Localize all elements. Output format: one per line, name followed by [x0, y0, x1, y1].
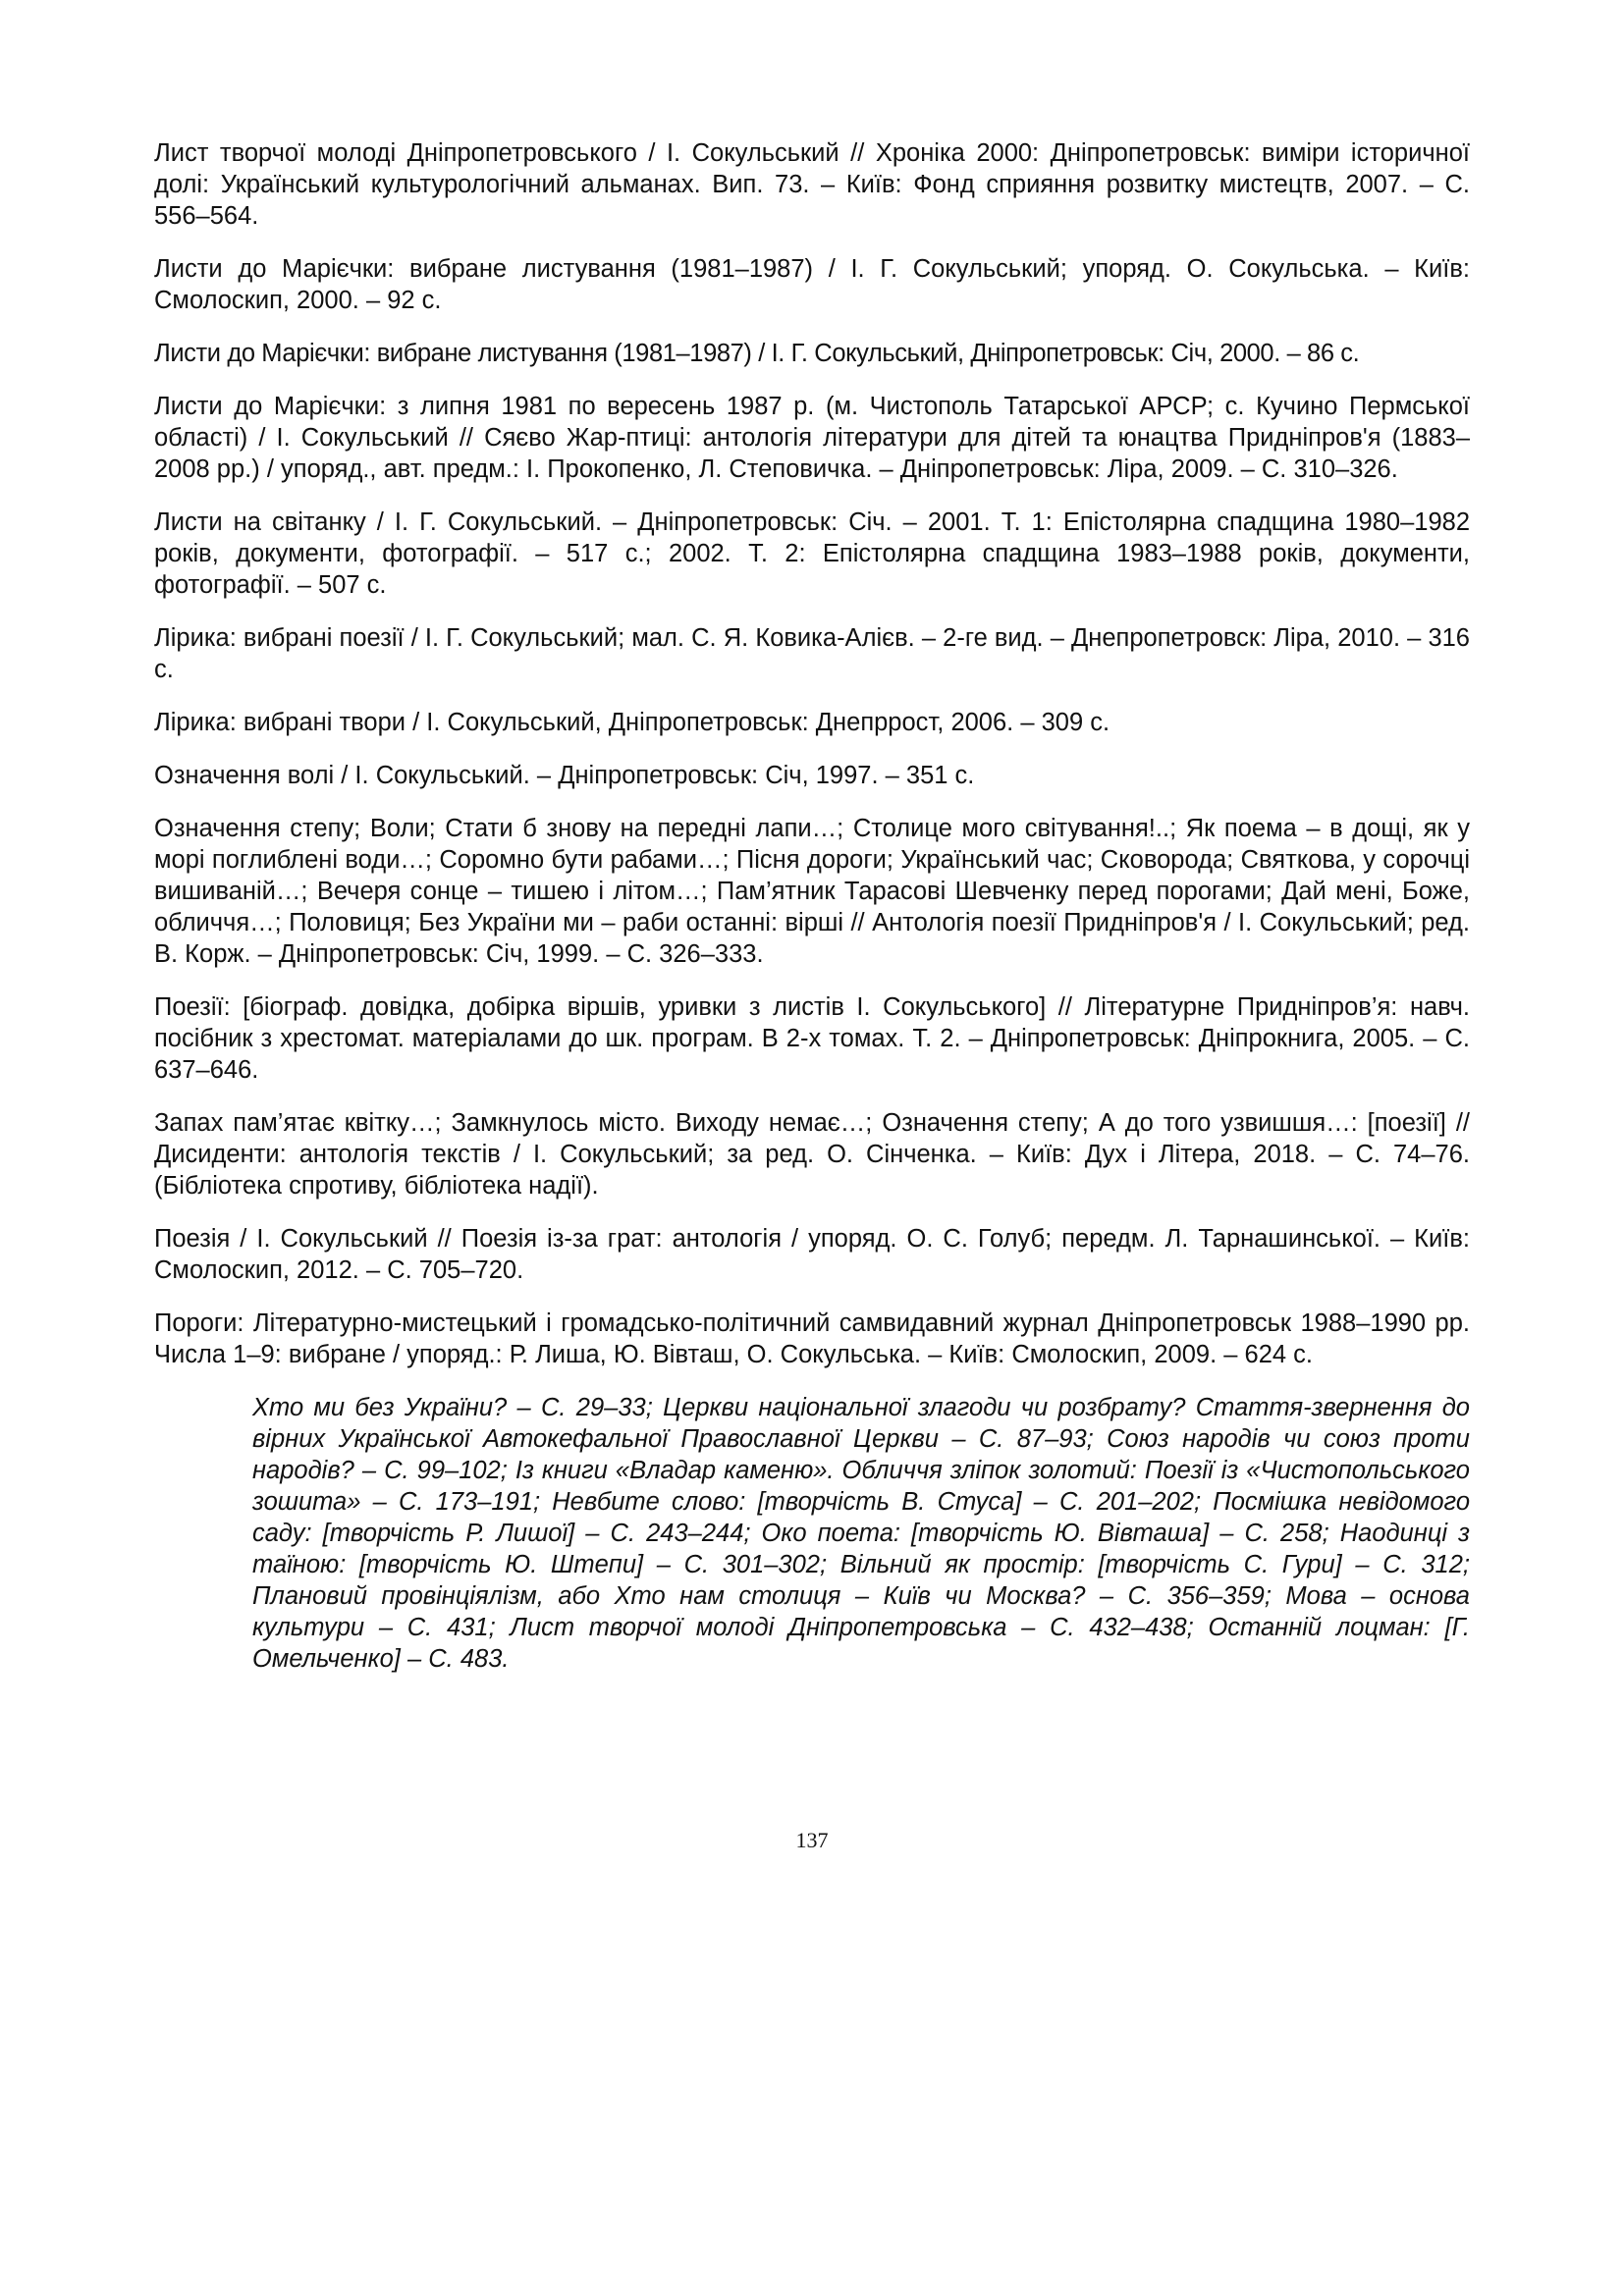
page-number: 137	[795, 1828, 829, 1852]
bibliography-entry: Запах пам’ятає квітку…; Замкнулось місто. Виходу немає…; Означення степу; А до того узвишшя…: [поезії] // Дисиденти: антологія текстів / І. Сокульський; за ред. О. Сінченка. – Київ: Дух і Літера, 2018. – С. 74–76. (Бібліотека спротиву, бібліотека надії).	[154, 1109, 1470, 1200]
bibliography-entry: Лист творчої молоді Дніпропетровського / І. Сокульський // Хроніка 2000: Дніпропетровськ: виміри історичної долі: Український культурологічний альманах. Вип. 73. – Київ: Фонд сприяння розвитку мистецтв, 2007. – С. 556–564.	[154, 139, 1470, 230]
contents-note: Хто ми без України? – С. 29–33; Церкви національної злагоди чи розбрату? Стаття-звернення до вірних Української Автокефальної Православної Церкви – С. 87–93; Союз народів чи союз проти народів? – С. 99–102; Із книги «Владар каменю». Обличчя зліпок золотий: Поезії із «Чистопольського зошита» – С. 173–191; Невбите слово: [творчість В. Стуса] – С. 201–202; Посмішка невідомого саду: [творчість Р. Лишої] – С. 243–244; Око поета: [творчість Ю. Вівташа] – С. 258; Наодинці з таїною: [творчість Ю. Штепи] – С. 301–302; Вільний як простір: [творчість С. Гури] – С. 312; Плановий провінціялізм, або Хто нам столиця – Київ чи Москва? – С. 356–359; Мова – основа культури – С. 431; Лист творчої молоді Дніпропетровська – С. 432–438; Останній лоцман: [Г. Омельченко] – С. 483.	[252, 1394, 1470, 1673]
bibliography-entry: Лірика: вибрані поезії / І. Г. Сокульський; мал. С. Я. Ковика-Алієв. – 2-ге вид. – Днепропетровск: Ліра, 2010. – 316 с.	[154, 624, 1470, 683]
bibliography-entry: Поезія / І. Сокульський // Поезія із-за грат: антологія / упоряд. О. С. Голуб; передм. Л. Тарнашинської. – Київ: Смолоскип, 2012. – С. 705–720.	[154, 1225, 1470, 1284]
bibliography-entry: Листи до Марієчки: вибране листування (1981–1987) / І. Г. Сокульський; упоряд. О. Сокульська. – Київ: Смолоскип, 2000. – 92 с.	[154, 255, 1470, 314]
bibliography-entry: Лірика: вибрані твори / І. Сокульський, Дніпропетровськ: Днепррост, 2006. – 309 с.	[154, 709, 1110, 736]
bibliography-entry: Листи на світанку / І. Г. Сокульський. – Дніпропетровськ: Січ. – 2001. Т. 1: Епістолярна спадщина 1980–1982 років, документи, фотографії. – 517 с.; 2002. Т. 2: Епістолярна спадщина 1983–1988 років, документи, фотографії. – 507 с.	[154, 508, 1470, 599]
bibliography-entry: Листи до Марієчки: з липня 1981 по вересень 1987 р. (м. Чистополь Татарської АРСР; с. Кучино Пермської області) / І. Сокульський // Сяєво Жар-птиці: антологія літератури для дітей та юнацтва Придніпров'я (1883–2008 рр.) / упоряд., авт. предм.: І. Прокопенко, Л. Степовичка. – Дніпропетровськ: Ліра, 2009. – С. 310–326.	[154, 393, 1470, 483]
bibliography-entry: Поезії: [біограф. довідка, добірка віршів, уривки з листів І. Сокульського] // Літературне Придніпров’я: навч. посібник з хрестомат. матеріалами до шк. програм. В 2-х томах. Т. 2. – Дніпропетровськ: Дніпрокнига, 2005. – С. 637–646.	[154, 993, 1470, 1084]
bibliography-entry: Пороги: Літературно-мистецький і громадсько-політичний самвидавний журнал Дніпропетровськ 1988–1990 рр. Числа 1–9: вибране / упоряд.: Р. Лиша, Ю. Вівташ, О. Сокульська. – Київ: Смолоскип, 2009. – 624 с.	[154, 1309, 1470, 1368]
bibliography-entry: Означення степу; Воли; Стати б знову на передні лапи…; Столице мого світування!..; Як поема – в дощі, як у морі поглиблені води…; Соромно бути рабами…; Пісня дороги; Український час; Сковорода; Святкова, у сорочці вишиваній…; Вечеря сонце – тишею і літом…; Пам’ятник Тарасові Шевченку перед порогами; Дай мені, Боже, обличчя…; Половиця; Без України ми – раби останні: вірші // Антологія поезії Придніпров'я / І. Сокульський; ред. В. Корж. – Дніпропетровськ: Січ, 1999. – С. 326–333.	[154, 815, 1470, 968]
bibliography-list	[154, 137, 1470, 1696]
bibliography-entry: Означення волі / І. Сокульський. – Дніпропетровськ: Січ, 1997. – 351 с.	[154, 762, 975, 789]
bibliography-entry: Листи до Марієчки: вибране листування (1981–1987) / І. Г. Сокульський, Дніпропетровськ: Січ, 2000. – 86 с.	[154, 340, 1360, 367]
